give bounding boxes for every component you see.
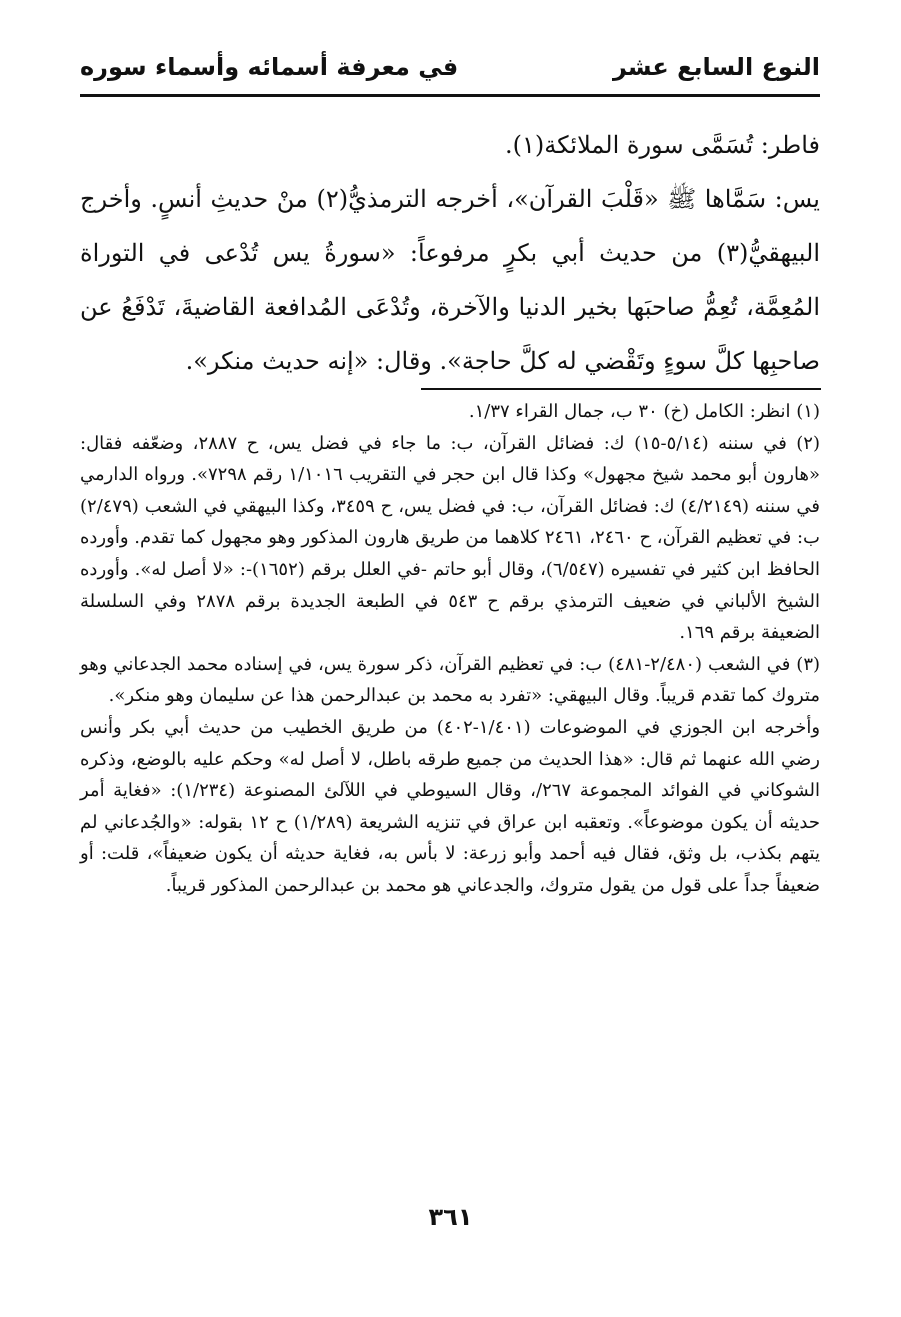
running-header xyxy=(80,50,820,90)
footnote-3-continued: وأخرجه ابن الجوزي في الموضوعات (١/٤٠١-٤٠٢) من طريق الخطيب من حديث أبي بكر وأنس رضي الله عنهما ثم قال: «هذا الحديث من جميع طرقه باطل، لا أصل له» وحكم عليه بالوضع، وذكره الشوكاني في الفوائد المجموعة ٢٦٧/، وقال السيوطي في اللآلئ المصنوعة (١/٢٣٤): «فغاية أمر حديثه أن يكون موضوعاً». وتعقبه ابن عراق في تنزيه الشريعة (١/٢٨٩) ح ١٢ بقوله: «والجُدعاني لم يتهم بكذب، بل وثق، فقال فيه أحمد وأبو زرعة: لا بأس به، فغاية حديثه أن يكون ضعيفاً»، قلت: أو ضعيفاً جداً على قول من يقول متروك، والجدعاني هو محمد بن عبدالرحمن المذكور قريباً. xyxy=(80,716,821,896)
footnotes xyxy=(80,396,820,902)
main-paragraph: يس: سَمَّاها ﷺ «قَلْبَ القرآن»، أخرجه الترمذيُّ(٢) منْ حديثِ أنسٍ. وأخرج البيهقيُّ(٣) من حديث أبي بكرٍ مرفوعاً: «سورةُ يس تُدْعى في التوراة المُعِمَّة، تُعِمُّ صاحبَها بخير الدنيا والآخرة، وتُدْعَى المُدافعة القاضيةَ، تَدْفَعُ عن صاحبِها كلَّ سوءٍ وتَقْضي له كلَّ حاجة». وقال: «إنه حديث منكر». xyxy=(80,185,820,375)
chapter-title: النوع السابع عشر xyxy=(612,53,820,81)
footnote-2: (٢) في سننه (٥/١٤-١٥) ك: فضائل القرآن، ب: ما جاء في فضل يس، ح ٢٨٨٧، وضعّفه فقال: «هارون أبو محمد شيخ مجهول» وكذا قال ابن حجر في التقريب ١/١٠١٦ رقم ٧٢٩٨». ورواه الدارمي في سننه (٤/٢١٤٩) ك: فضائل القرآن، ب: في فضل يس، ح ٣٤٥٩، وكذا البيهقي في الشعب (٢/٤٧٩) ب: في تعظيم القرآن، ح ٢٤٦٠، ٢٤٦١ كلاهما من طريق هارون المذكور وهو مجهول كما تقدم. وأورده الحافظ ابن كثير في تفسيره (٦/٥٤٧)، وقال أبو حاتم -في العلل برقم (١٦٥٢)-: «لا أصل له». وأورده الشيخ الألباني في ضعيف الترمذي برقم ح ٥٤٣ في الطبعة الجديدة برقم ٢٨٧٨ وفي السلسلة الضعيفة برقم ١٦٩. xyxy=(79,432,821,644)
footnote-3: (٣) في الشعب (٢/٤٨٠-٤٨١) ب: في تعظيم القرآن، ذكر سورة يس، في إسناده محمد الجدعاني وهو متروك كما تقدم قريباً. وقال البيهقي: «تفرد به محمد بن عبدالرحمن هذا عن سليمان وهو منكر». xyxy=(80,653,821,707)
footnote-divider xyxy=(421,388,821,390)
main-text xyxy=(80,118,820,388)
footnote-1: (١) انظر: الكامل (خ) ٣٠ ب، جمال القراء ١/٣٧. xyxy=(468,401,820,422)
header-divider xyxy=(80,94,820,97)
section-title: في معرفة أسمائه وأسماء سوره xyxy=(80,53,459,81)
main-paragraph: فاطر: تُسَمَّى سورة الملائكة(١). xyxy=(505,131,820,159)
page-number: ٣٦١ xyxy=(428,1203,473,1231)
